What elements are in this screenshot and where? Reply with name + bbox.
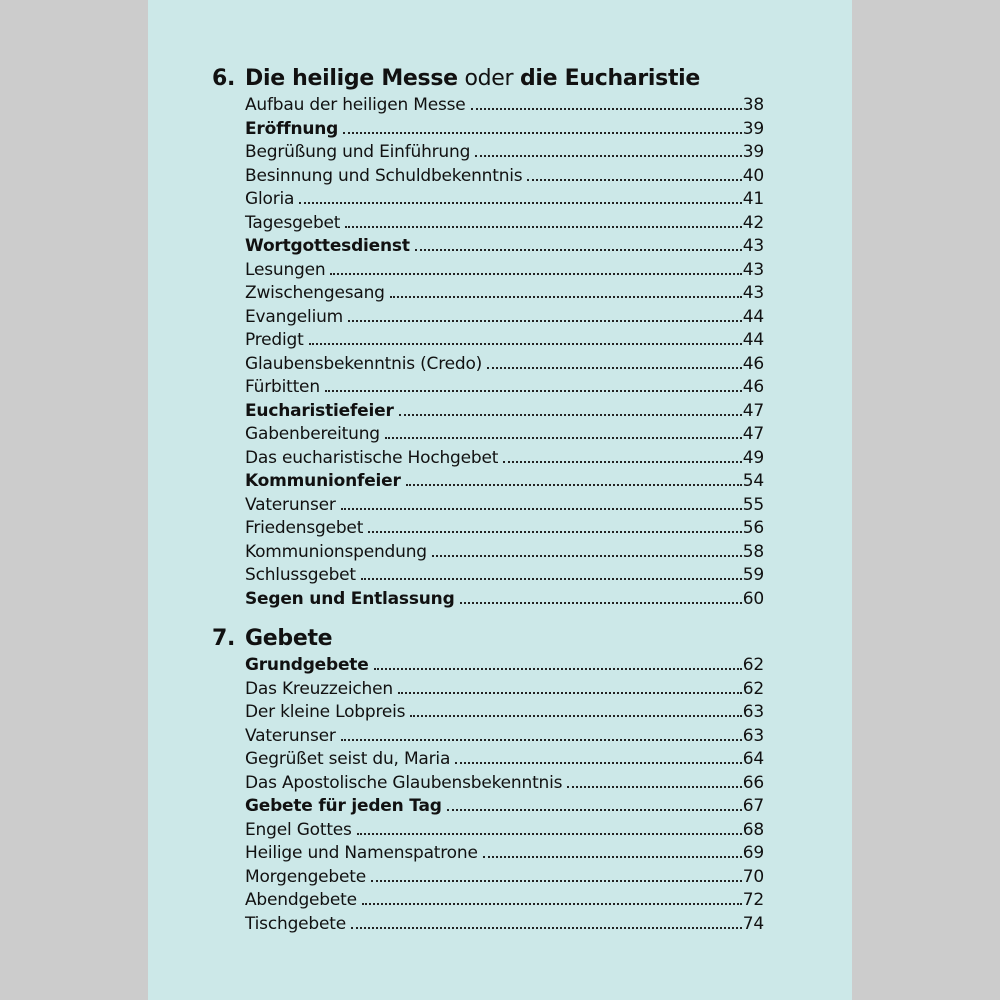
toc-entry-label: Eucharistiefeier [245, 400, 394, 421]
toc-entry-label: Engel Gottes [245, 819, 352, 840]
toc-entry [245, 165, 764, 189]
toc-entry [245, 913, 764, 937]
dot-leader [385, 437, 742, 439]
toc-entry-label: Aufbau der heiligen Messe [245, 95, 466, 115]
toc-entry [245, 282, 764, 306]
section-title-main: Gebete [245, 626, 333, 651]
toc-entry [245, 725, 764, 749]
toc-entry-label: Morgengebete [245, 866, 367, 887]
book-page [148, 0, 852, 1000]
toc-entry-label: Vaterunser [245, 725, 336, 746]
dot-leader [432, 555, 742, 557]
toc-entry-list [245, 654, 764, 936]
dot-leader [362, 903, 742, 905]
toc-entry [245, 188, 764, 212]
toc-entry-label: Evangelium [245, 306, 344, 327]
toc-entry [245, 306, 764, 330]
toc-entry-label: Das Kreuzzeichen [245, 678, 393, 699]
toc-entry-label: Zwischengesang [245, 283, 385, 303]
section-title-end: die Eucharistie [519, 66, 701, 91]
toc-entry-page-number: 46 [742, 377, 764, 397]
dot-leader [447, 809, 742, 811]
toc-entry-page-number: 69 [742, 843, 764, 863]
toc-entry-label: Glaubensbekenntnis (Credo) [245, 353, 483, 374]
toc-entry [245, 819, 764, 843]
toc-entry-page-number: 44 [742, 306, 764, 327]
toc-entry-label: Fürbitten [245, 377, 320, 397]
toc-entry-page-number: 62 [742, 655, 764, 675]
toc-entry [245, 772, 764, 796]
toc-entry [245, 423, 764, 447]
toc-section-7 [212, 624, 764, 936]
toc-entry-label: Der kleine Lobpreis [245, 702, 406, 722]
dot-leader [330, 273, 741, 275]
section-title-connector: oder [457, 66, 520, 91]
toc-entry [245, 588, 764, 612]
toc-entry-label: Besinnung und Schuldbekenntnis [245, 165, 523, 186]
toc-entry-label: Vaterunser [245, 494, 336, 515]
toc-entry [245, 400, 764, 424]
toc-entry-label: Heilige und Namenspatrone [245, 843, 478, 863]
toc-entry [245, 94, 764, 118]
dot-leader [357, 833, 742, 835]
toc-entry-page-number: 70 [742, 866, 764, 887]
section-heading [212, 64, 764, 94]
toc-entry-label: Predigt [245, 330, 304, 350]
toc-entry-page-number: 68 [742, 819, 764, 840]
dot-leader [325, 390, 742, 392]
toc-entry-label: Begrüßung und Einführung [245, 142, 471, 162]
toc-entry-label: Lesungen [245, 259, 326, 280]
dot-leader [527, 179, 741, 181]
toc-entry-page-number: 63 [742, 702, 764, 722]
toc-entry-page-number: 49 [742, 447, 764, 468]
toc-entry-page-number: 66 [742, 772, 764, 793]
dot-leader [415, 249, 742, 251]
dot-leader [483, 856, 742, 858]
toc-entry [245, 517, 764, 541]
toc-entry-page-number: 62 [742, 678, 764, 699]
toc-entry-page-number: 41 [742, 189, 764, 209]
dot-leader [361, 578, 742, 580]
dot-leader [345, 226, 742, 228]
dot-leader [460, 602, 742, 604]
toc-entry [245, 118, 764, 142]
toc-entry [245, 541, 764, 565]
dot-leader [348, 320, 742, 322]
dot-leader [475, 155, 742, 157]
section-number: 7. [212, 626, 236, 651]
toc-entry-page-number: 43 [742, 283, 764, 303]
dot-leader [471, 108, 742, 110]
toc-entry-page-number: 44 [742, 330, 764, 350]
dot-leader [398, 692, 742, 694]
toc-entry-label: Grundgebete [245, 655, 369, 675]
toc-entry-label: Das Apostolische Glaubensbekenntnis [245, 772, 563, 793]
toc-entry-page-number: 42 [742, 212, 764, 233]
toc-entry-page-number: 43 [742, 236, 764, 256]
toc-entry [245, 259, 764, 283]
toc-entry-label: Kommunionspendung [245, 541, 427, 562]
dot-leader [299, 202, 742, 204]
toc-entry-label: Segen und Entlassung [245, 588, 455, 609]
toc-entry [245, 701, 764, 725]
dot-leader [368, 531, 742, 533]
toc-entry [245, 866, 764, 890]
toc-entry-label: Friedensgebet [245, 518, 364, 538]
dot-leader [406, 484, 742, 486]
dot-leader [309, 343, 742, 345]
toc-entry [245, 654, 764, 678]
toc-entry-page-number: 72 [742, 890, 764, 910]
toc-entry [245, 842, 764, 866]
toc-entry [245, 447, 764, 471]
toc-entry-list [245, 94, 764, 611]
toc-entry [245, 470, 764, 494]
dot-leader [343, 132, 742, 134]
toc-entry [245, 795, 764, 819]
toc-entry-page-number: 55 [742, 494, 764, 515]
toc-entry [245, 329, 764, 353]
toc-entry [245, 564, 764, 588]
toc-entry-page-number: 47 [742, 424, 764, 444]
toc-entry-page-number: 60 [742, 588, 764, 609]
dot-leader [351, 927, 742, 929]
section-number: 6. [212, 66, 236, 91]
toc-entry-page-number: 43 [742, 259, 764, 280]
toc-entry-label: Eröffnung [245, 118, 339, 139]
toc-entry [245, 141, 764, 165]
dot-leader [374, 668, 742, 670]
toc-entry-page-number: 59 [742, 565, 764, 585]
toc-entry-label: Kommunionfeier [245, 471, 401, 491]
toc-entry [245, 376, 764, 400]
section-heading [212, 624, 764, 654]
toc-entry-page-number: 64 [742, 749, 764, 769]
toc-entry-label: Gloria [245, 189, 295, 209]
toc-entry-page-number: 67 [742, 796, 764, 816]
toc-entry [245, 353, 764, 377]
dot-leader [503, 461, 742, 463]
toc-entry-page-number: 54 [742, 471, 764, 491]
toc-section-6 [212, 64, 764, 611]
toc-entry-label: Tagesgebet [245, 212, 341, 233]
toc-entry-page-number: 58 [742, 541, 764, 562]
toc-entry-label: Gebete für jeden Tag [245, 796, 442, 816]
dot-leader [341, 739, 742, 741]
dot-leader [567, 786, 741, 788]
toc-entry [245, 494, 764, 518]
toc-entry-label: Gegrüßet seist du, Maria [245, 749, 451, 769]
toc-entry [245, 889, 764, 913]
dot-leader [399, 414, 742, 416]
toc-entry [245, 212, 764, 236]
toc-entry-label: Das eucharistische Hochgebet [245, 447, 499, 468]
dot-leader [487, 367, 742, 369]
toc-entry-page-number: 39 [742, 118, 764, 139]
dot-leader [410, 715, 741, 717]
dot-leader [390, 296, 742, 298]
dot-leader [455, 762, 742, 764]
toc-entry-label: Gabenbereitung [245, 424, 380, 444]
section-title-main: Die heilige Messe [245, 66, 458, 91]
toc-entry-page-number: 38 [742, 95, 764, 115]
toc-entry-label: Abendgebete [245, 890, 357, 910]
toc-entry-page-number: 46 [742, 353, 764, 374]
toc-entry-page-number: 74 [742, 913, 764, 934]
toc-entry-page-number: 40 [742, 165, 764, 186]
toc-entry-page-number: 47 [742, 400, 764, 421]
toc-entry [245, 748, 764, 772]
toc-entry-page-number: 56 [742, 518, 764, 538]
dot-leader [341, 508, 742, 510]
toc-entry [245, 235, 764, 259]
toc-entry-page-number: 63 [742, 725, 764, 746]
toc-entry-label: Schlussgebet [245, 565, 356, 585]
toc-entry-label: Wortgottesdienst [245, 236, 410, 256]
toc-entry-page-number: 39 [742, 142, 764, 162]
dot-leader [371, 880, 742, 882]
toc-entry-label: Tischgebete [245, 913, 346, 934]
toc-entry [245, 678, 764, 702]
